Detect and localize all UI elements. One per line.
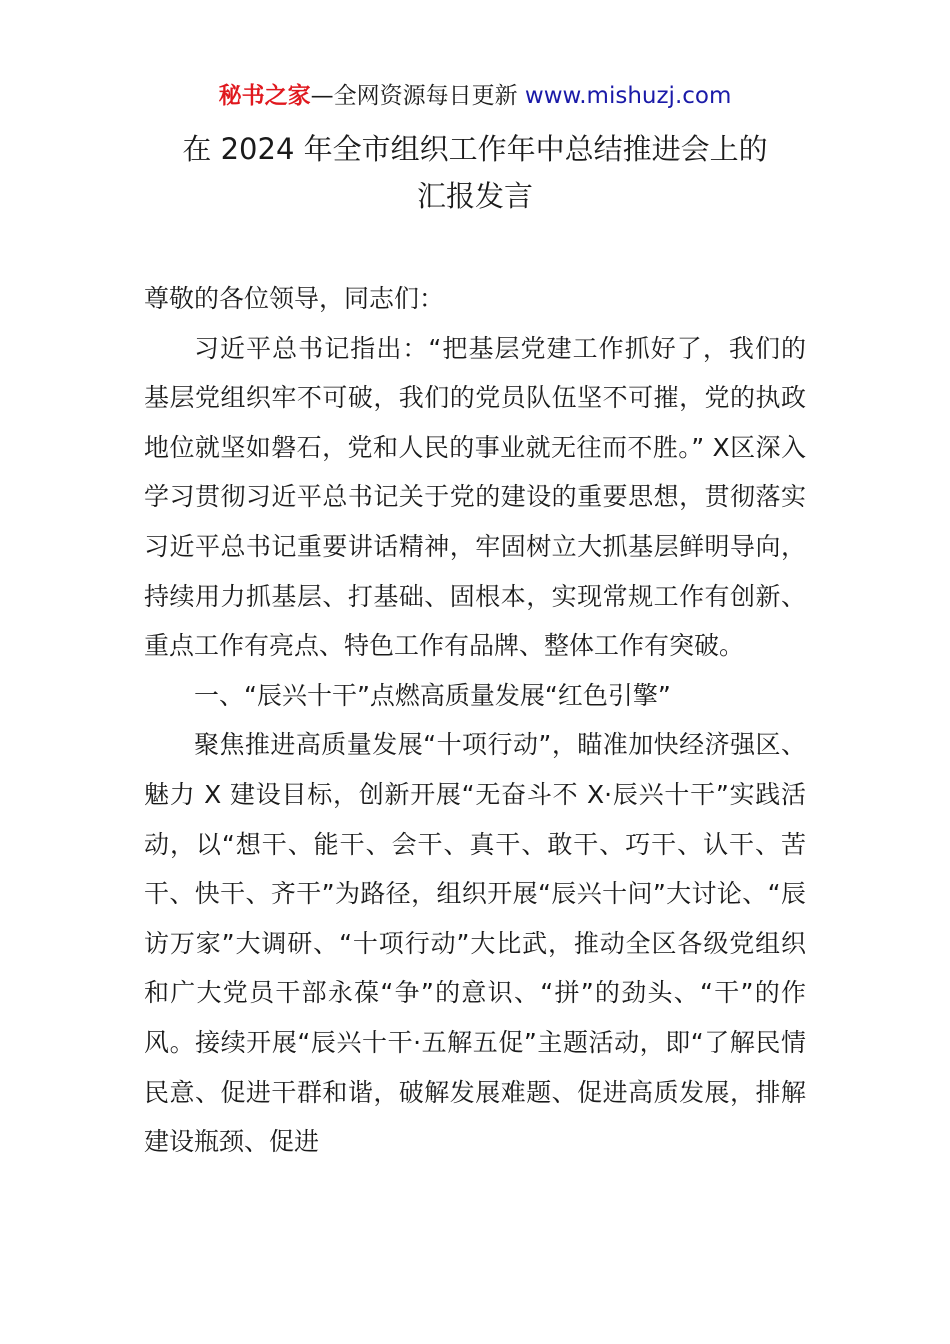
document-body [144, 274, 806, 1167]
paragraph-intro: 习近平总书记指出：“把基层党建工作抓好了，我们的基层党组织牢不可破，我们的党员队伍坚不可摧，党的执政地位就坚如磐石，党和人民的事业就无往而不胜。” X区深入学习贯彻习近平总书记关于党的建设的重要思想，贯彻落实习近平总书记重要讲话精神，牢固树立大抓基层鲜明导向，持续用力抓基层、打基础、固根本，实现常规工作有创新、重点工作有亮点、特色工作有品牌、整体工作有突破。 [144, 333, 806, 661]
watermark-header [0, 80, 950, 112]
section-heading-1: 一、“辰兴十干”点燃高质量发展“红色引擎” [194, 680, 671, 710]
paragraph-section-1: 聚焦推进高质量发展“十项行动”，瞄准加快经济强区、魅力 X 建设目标，创新开展“无奋斗不 X·辰兴十干”实践活动，以“想干、能干、会干、真干、敢干、巧干、认干、苦干、快干、齐干”为路径，组织开展“辰兴十问”大讨论、“辰访万家”大调研、“十项行动”大比武，推动全区各级党组织和广大党员干部永葆“争”的意识、“拼”的劲头、“干”的作风。接续开展“辰兴十干·五解五促”主题活动，即“了解民情民意、促进干群和谐，破解发展难题、促进高质发展，排解建设瓶颈、促进 [144, 730, 806, 1157]
title-line-1: 在 2024 年全市组织工作年中总结推进会上的 [182, 132, 768, 166]
header-tagline: —全网资源每日更新 [310, 83, 518, 109]
brand-name: 秘书之家 [218, 83, 311, 109]
title-line-2: 汇报发言 [416, 179, 533, 213]
site-url-link[interactable]: www.mishuzj.com [524, 83, 732, 109]
salutation: 尊敬的各位领导，同志们： [144, 284, 445, 313]
document-title [140, 126, 810, 220]
